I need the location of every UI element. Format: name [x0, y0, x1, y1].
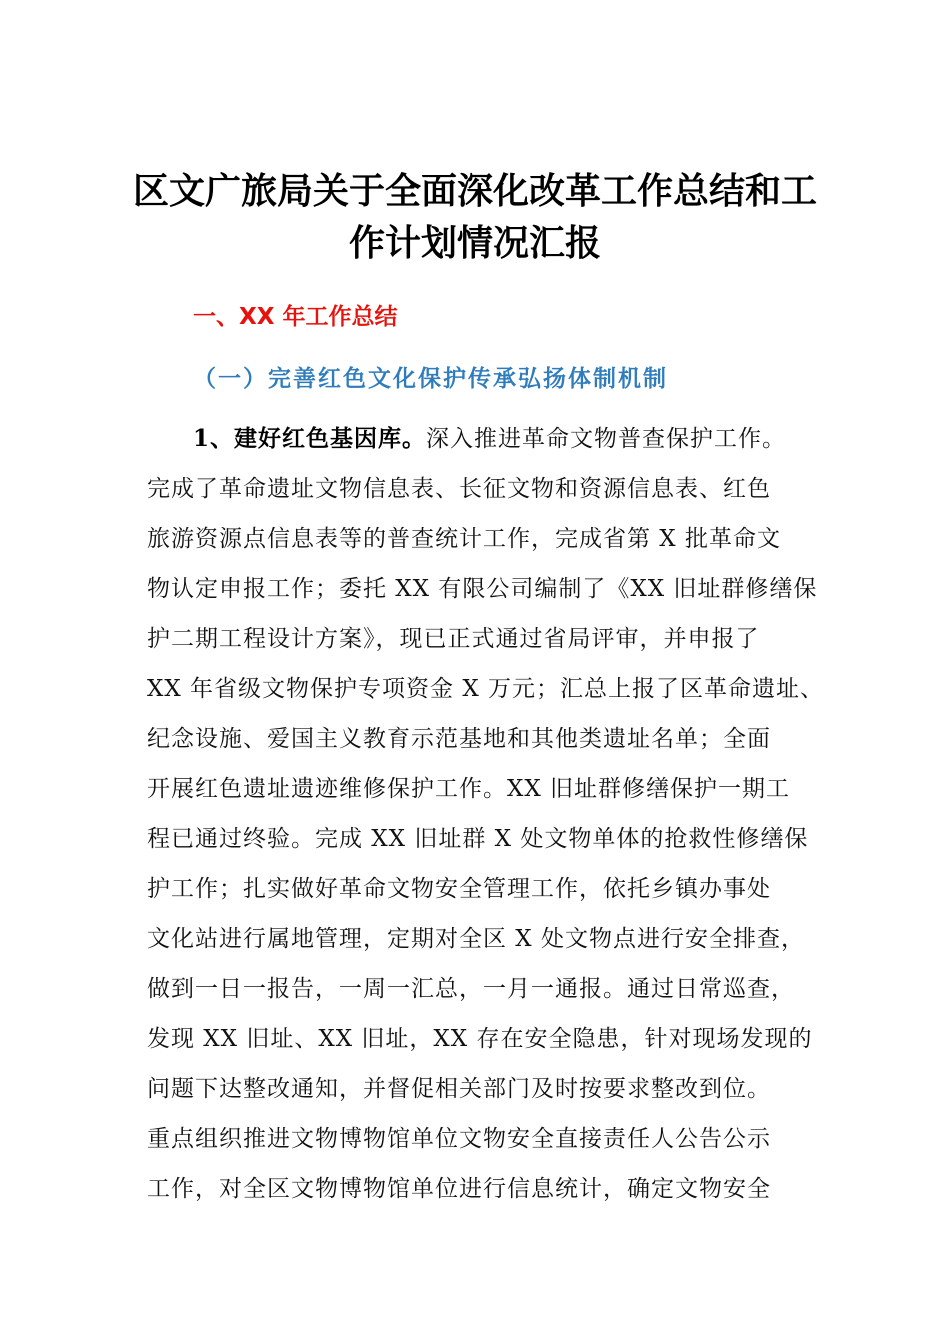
paragraph-line: 问题下达整改通知，并督促相关部门及时按要求整改到位。	[147, 1076, 771, 1102]
paragraph-line: 重点组织推进文物博物馆单位文物安全直接责任人公告公示	[147, 1126, 771, 1152]
paragraph-line: 完成了革命遗址文物信息表、长征文物和资源信息表、红色	[147, 476, 771, 502]
paragraph-first-line	[193, 420, 813, 453]
paragraph-first-line-text: 深入推进革命文物普查保护工作。	[426, 426, 787, 452]
paragraph-line: 开展红色遗址遗迹维修保护工作。XX 旧址群修缮保护一期工	[147, 776, 791, 802]
paragraph-line: 做到一日一报告，一周一汇总，一月一通报。通过日常巡查，	[147, 976, 795, 1002]
section-heading: 一、XX 年工作总结	[193, 304, 398, 330]
document-title-line-1: 区文广旅局关于全面深化改革工作总结和工	[132, 170, 817, 212]
paragraph-line: 工作，对全区文物博物馆单位进行信息统计，确定文物安全	[147, 1176, 771, 1202]
document-title-line-2: 作计划情况汇报	[348, 222, 601, 264]
paragraph-line: 发现 XX 旧址、XX 旧址，XX 存在安全隐患，针对现场发现的	[147, 1026, 813, 1052]
paragraph-line: 物认定申报工作；委托 XX 有限公司编制了《XX 旧址群修缮保	[147, 576, 818, 602]
subsection-heading: （一）完善红色文化保护传承弘扬体制机制	[193, 365, 668, 392]
paragraph-line: 旅游资源点信息表等的普查统计工作，完成省第 X 批革命文	[147, 526, 781, 552]
paragraph-line: 护工作；扎实做好革命文物安全管理工作，依托乡镇办事处	[147, 876, 771, 902]
paragraph-line: 程已通过终验。完成 XX 旧址群 X 处文物单体的抢救性修缮保	[147, 826, 809, 852]
paragraph-lead: 1、建好红色基因库。	[193, 425, 427, 452]
paragraph-line: 文化站进行属地管理，定期对全区 X 处文物点进行安全排查，	[147, 926, 805, 952]
paragraph-line: 护二期工程设计方案》，现已正式通过省局评审，并申报了	[147, 626, 760, 652]
paragraph-line: 纪念设施、爱国主义教育示范基地和其他类遗址名单；全面	[147, 726, 771, 752]
paragraph-line: XX 年省级文物保护专项资金 X 万元；汇总上报了区革命遗址、	[147, 676, 825, 702]
